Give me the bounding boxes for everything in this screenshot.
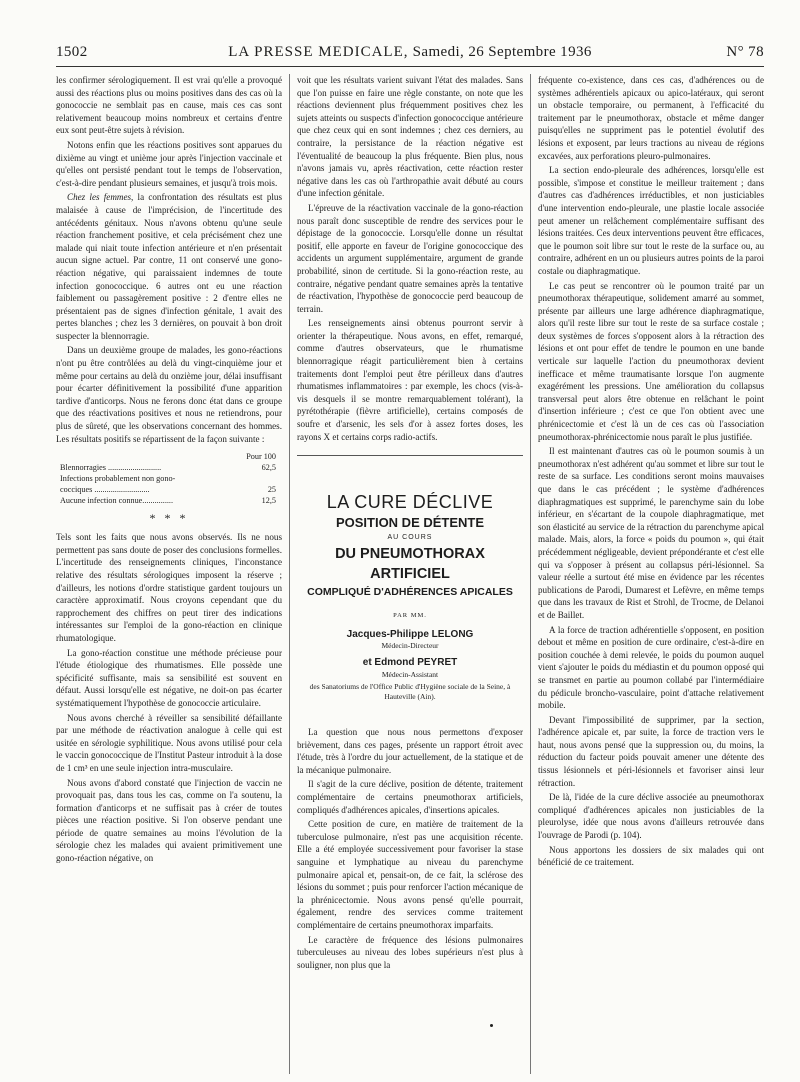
paragraph: Nous apportons les dossiers de six malades qui ont bénéficié de ce traitement. bbox=[538, 844, 764, 868]
page-end-dot bbox=[490, 1024, 493, 1027]
paragraph: Il s'agit de la cure déclive, position de détente, traitement complémentaire de certains pneumothorax artificiels, compliqués d'adhérences apicales, d'insertions apicales. bbox=[297, 779, 523, 815]
paragraph: Il est maintenant d'autres cas où le poumon soumis à un pneumothorax n'est adhérent qu'au sommet et libre sur tout le reste de sa surface. Les conditions seront moins mauvaises que dans le cas précédent ; le système d'adhérences diaphragmatiques est supprimé, le parenchyme sain du lobe inférieur, en s'écartant de la coupole diaphragmatique, met son élasticité au service de la rétraction du parenchyme apical malade. Mais, alors, la force « poids du poumon », qui était précédemment négligeable, devient prépondérante et c'est elle qui va s'opposer à présent au collapsus péri-lésionnel. Sa valeur réelle a surtout été mise en évidence par les récentes publications de Parodi, Dumarest et Lefèvre, en même temps que dans les travaux de Rist et Strohl, de Trocme, de Delanoi et de Baillet. bbox=[538, 446, 764, 620]
paragraph: fréquente co-existence, dans ces cas, d'adhérences ou de systèmes adhérentiels apicaux ou apico-latéraux, qui seront un obstacle temporaire, ou permanent, à l'efficacité du traitement par le pneumothorax, obstacle et même danger puisqu'elles ne suppriment pas le potentiel évolutif des lésions et exposent, par leurs tractions au niveau de régions excavées, aux perforations pleuro-pulmonaires. bbox=[538, 75, 764, 161]
paragraph bbox=[56, 191, 282, 342]
paragraph: Cette position de cure, en matière de traitement de la tuberculose pulmonaire, n'est pas une acquisition récente. Elle a été employée successivement pour favoriser la stase sanguine et lymphatique au niveau du parenchyme pulmonaire apical et, pensait-on, de ce fait, la sclérose des lésions du sommet ; puis pour renforcer l'action mécanique de la phrénicectomie. Nous avons pensé qu'elle pourrait, également, rendre des services comme traitement complémentaire de certains pneumothorax imparfaits. bbox=[297, 819, 523, 930]
paragraph: La section endo-pleurale des adhérences, lorsqu'elle est possible, s'impose et constitue le meilleur traitement ; dans d'autres cas d'adhérences irréductibles, et non justiciables d'une intervention endo-pleurale, une plastie locale associée peut amener un relâchement complémentaire suffisant des lésions traitées. Ces deux interventions peuvent être efficaces, que le poumon soit libre sur tout le reste de la surface ou, au contraire, adhérent en un ou plusieurs autres points de la paroi costale ou diaphragmatique. bbox=[538, 165, 765, 276]
paragraph: Les renseignements ainsi obtenus pourront servir à orienter la thérapeutique. Nous avons, en effet, remarqué, comme d'autres observateurs, que le rhumatisme blennorragique réagit particulièrement bien à certains traitements dont l'emploi peut être périlleux dans d'autres rhumatismes inflammatoires : par exemple, les chocs (vis-à-vis desquels il se montre remarquablement tolérant), la pyrétothérapie (fièvre artificielle), certains composés de soufre et d'arsenic, les sels d'or à assez fortes doses, les rayons X et certains corps radio-actifs. bbox=[297, 318, 523, 442]
paragraph: Tels sont les faits que nous avons observés. Ils ne nous permettent pas sans doute de poser des conclusions formelles. L'incertitude des renseignements cliniques, l'inconstance relative des résultats sérologiques imposent la réserve ; d'ailleurs, les notions d'ordre statistique gardent toujours un caractère approximatif. Nous croyons cependant que du rapprochement des chiffres on peut tirer des indications intéressantes sur l'emploi de la gono-réaction en clinique rhumatologique. bbox=[56, 532, 282, 643]
paragraph: les confirmer sérologiquement. Il est vrai qu'elle a provoqué aussi des réactions plus ou moins positives dans des cas où la gonococcie ne semblait pas en cause, mais ces cas sont relativement beaucoup moins nombreux et certains d'entre eux sont peut-être sujets à révision. bbox=[56, 75, 282, 136]
page-header bbox=[56, 44, 764, 72]
row-value bbox=[250, 473, 282, 484]
byline-par: PAR MM. bbox=[393, 612, 427, 620]
row-value: 25 bbox=[267, 485, 276, 495]
paragraph-text: la confrontation des résultats est plus malaisée à cause de l'imprécision, de l'incertitude des antécédents génitaux. Nous n'avons obtenu qu'une seule réaction franchement positive, et cela précisément chez une malade qui niait toute infection antérieure et n'en présentait aucun signe actuel. Par contre, 11 ont conservé une gono-réaction négative, qui paraissaient indemnes de toute infection gonococcique. 6 autres ont eu une réaction faiblement ou passagèrement positive : 2 d'entre elles ne présentaient pas de signes d'infection génitale, 1 avait des pertes blanches ; chez les 3 dernières, on pouvait à bon droit suspecter la blennorragie. bbox=[56, 192, 282, 341]
section-break-stars: * * * bbox=[149, 511, 189, 526]
article-title-line: DU PNEUMOTHORAX ARTIFICIEL bbox=[335, 546, 485, 583]
author-name: Jacques-Philippe LELONG bbox=[346, 628, 474, 640]
author-name: et Edmond PEYRET bbox=[362, 657, 458, 669]
column-left bbox=[56, 74, 282, 867]
table-row bbox=[56, 462, 282, 473]
article-body bbox=[297, 726, 523, 971]
results-table-header: Pour 100 bbox=[246, 452, 276, 462]
paragraph: La gono-réaction constitue une méthode précieuse pour l'étude étiologique des rhumatismes. Elle possède une spécificité suffisante, mais sa sensibilité est souvent en défaut. Aussi lorsqu'elle est négative, ne doit-on pas écarter systématiquement l'hypothèse de gonococcie articulaire. bbox=[56, 647, 282, 708]
paragraph: De là, l'idée de la cure déclive associée au pneumothorax compliqué d'adhérences apicales non justiciables de la pleurolyse, idée que nous avons d'ailleurs retrouvée dans l'ouvrage de Parodi (p. 104). bbox=[538, 792, 764, 841]
column-divider bbox=[289, 74, 290, 1074]
article-title: LA CURE DÉCLIVE bbox=[326, 492, 494, 513]
table-row bbox=[56, 495, 282, 506]
issue-number: N° 78 bbox=[726, 44, 764, 60]
paragraph: Le caractère de fréquence des lésions pulmonaires tuberculeuses au niveau des lobes supérieurs n'est plus à souligner, non plus que la bbox=[297, 934, 523, 970]
paragraph: Le cas peut se rencontrer où le poumon traité par un pneumothorax thérapeutique, solidement amarré au sommet, présente par ailleurs une large adhérence diaphragmatique, alors qu'il reste libre sur tout le reste de sa surface costale ; deux systèmes de forces s'opposent alors à la rétraction des lésions et ont pour effet de tendre le poumon en une bande verticale sur laquelle l'action du pneumothorax devient inefficace et même traumatisante lorsque l'on augmente exagérément les pressions. Une amélioration du collapsus transversal peut alors être obtenue en relâchant le point d'insertion inférieure ; c'est ce que l'on obtient avec une phrénicectomie et c'est là un de ces cas où l'association pneumothorax-phrénicectomie nous paraît le plus justifiée. bbox=[538, 280, 764, 442]
row-value: 62,5 bbox=[261, 463, 276, 473]
article-subtitle-line: COMPLIQUÉ D'ADHÉRENCES APICALES bbox=[307, 586, 513, 599]
page-number: 1502 bbox=[56, 44, 88, 60]
results-table bbox=[56, 451, 282, 506]
article-connector: AU COURS bbox=[387, 534, 433, 542]
author-role: Médecin-Directeur bbox=[381, 641, 439, 651]
row-label: Aucune infection connue............... bbox=[60, 496, 174, 506]
paragraph: La question que nous nous permettons d'exposer brièvement, dans ces pages, présente un rapport étroit avec l'étude, très à l'ordre du jour actuellement, de la statique et de la mécanique pulmonaire. bbox=[297, 727, 523, 775]
article-heading bbox=[297, 490, 523, 702]
table-row bbox=[56, 484, 282, 495]
author-institution: des Sanatoriums de l'Office Public d'Hygiène sociale de la Seine, à Hauteville (Ain). bbox=[309, 682, 511, 701]
article-separator bbox=[297, 455, 523, 456]
journal-name: LA PRESSE MEDICALE, bbox=[228, 44, 409, 60]
row-label: cocciques ........................... bbox=[60, 485, 150, 495]
paragraph: Devant l'impossibilité de supprimer, par la section, l'adhérence apicale et, par suite, la force de traction vers le haut, nous avons pensé que la suppression ou, du moins, la réduction du facteur poids pouvait amener une détente des tissus lésionnels et péri-lésionnels et favoriser ainsi leur rétraction. bbox=[538, 714, 764, 788]
column-right bbox=[538, 74, 764, 871]
table-row bbox=[56, 473, 282, 484]
italic-lead: Chez les femmes, bbox=[67, 192, 134, 203]
column-divider bbox=[530, 74, 531, 1074]
row-value: 12,5 bbox=[261, 496, 276, 506]
header-rule bbox=[56, 66, 764, 67]
author-role: Médecin-Assistant bbox=[381, 670, 439, 679]
row-label: Infections probablement non gono- bbox=[60, 474, 176, 484]
paragraph: voit que les résultats varient suivant l'état des malades. Sans que l'on puisse en faire une règle constante, on note que les réactions deviennent plus fréquemment positives chez les sujets atteints ou suspects d'infection gonococcique antérieure que chez ceux qui en sont indemnes ; chez ces derniers, au contraire, la persistance de la réaction négative est l'éventualité de beaucoup la plus fréquente. Bien plus, nous n'avons jamais vu, après réactivation, cette réaction rester négative dans les cas où l'arthropathie avait débuté au cours d'une infection génitale. bbox=[297, 75, 523, 199]
paragraph: A la force de traction adhérentielle s'opposent, en position debout et même en position de cure ordinaire, c'est-à-dire en position couchée à demi relevée, le poids du poumon auquel vient s'ajouter le poids du médiastin et du poumon opposé qui se transmet en partie au poumon collabé par l'intermédiaire du pédicule broncho-vasculaire, point d'attache relativement mobile. bbox=[538, 624, 764, 711]
paragraph: Dans un deuxième groupe de malades, les gono-réactions n'ont pu être contrôlées au delà du vingt-cinquième jour et même pour certains au delà du onzième jour, délai insuffisant pour écarter définitivement la possibilité d'une apparition tardive d'anticorps. Nous ne ferons donc état dans ce groupe que des réactivations positives et nous ne retiendrons, pour plus de sûreté, que les observations concernant des hommes. Les résultats positifs se répartissent de la façon suivante : bbox=[56, 345, 282, 444]
paragraph: Nous avons d'abord constaté que l'injection de vaccin ne provoquait pas, dans tous les cas, comme on l'a soutenu, la formation d'anticorps et ne suffisait pas à créer de toutes pièces une réaction positive. Si l'on observe pendant une période de quatre semaines au moins l'évolution de la sérologie chez les malades qui avaient primitivement une gono-réaction négative, on bbox=[56, 777, 282, 864]
column-middle bbox=[297, 74, 523, 973]
row-label: Blennorragies .......................... bbox=[60, 463, 162, 473]
paragraph: Notons enfin que les réactions positives sont apparues du dixième au vingt et unième jour après l'injection vaccinale et qu'elles ont persisté pendant tout le temps de l'observation, c'est-à-dire pendant plusieurs semaines, et jusqu'à trois mois. bbox=[56, 139, 282, 188]
paragraph: L'épreuve de la réactivation vaccinale de la gono-réaction nous paraît donc susceptible de rendre des services pour le dépistage de la gonococcie. Lorsqu'elle donne un résultat positif, elle apporte en faveur de l'origine gonococcique des accidents un argument supplémentaire, argument de grande probabilité, sinon de certitude. Si la gono-réaction reste, au contraire, négative pendant quatre semaines après la tentative de réactivation, l'hypothèse de gonococcie perd beaucoup de terrain. bbox=[297, 202, 523, 314]
issue-date: Samedi, 26 Septembre 1936 bbox=[412, 44, 592, 60]
masthead bbox=[56, 44, 764, 61]
columns bbox=[56, 74, 764, 1074]
article-subtitle: POSITION DE DÉTENTE bbox=[335, 515, 485, 531]
paragraph: Nous avons cherché à réveiller sa sensibilité défaillante par une méthode de réactivation analogue à celle qui est usitée en sérologie syphilitique. Nous avons utilisé pour cela le vaccin gonococcique de l'Institut Pasteur introduit à la dose de 1 cm³ en une seule injection intra-musculaire. bbox=[56, 712, 282, 773]
